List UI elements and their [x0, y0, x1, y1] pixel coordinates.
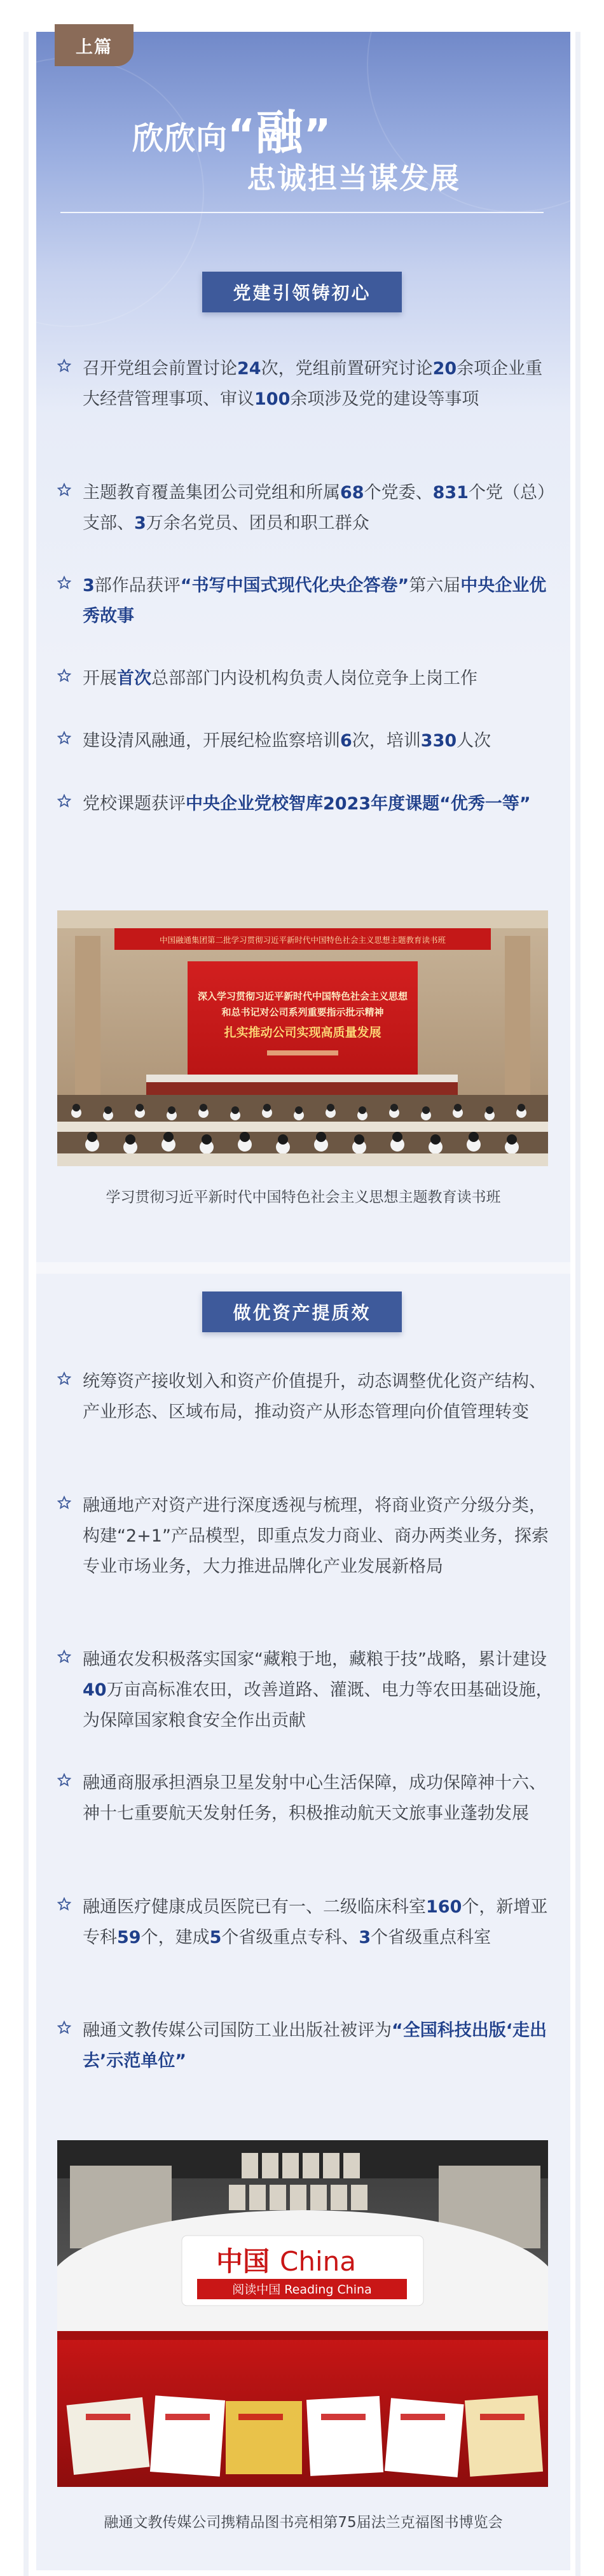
star-outline-icon	[57, 483, 71, 497]
open-quote: “	[228, 110, 256, 159]
list-item: 召开党组会前置讨论24次，党组前置研究讨论20余项企业重大经营管理事项、审议100余项涉及党的建设等事项	[57, 354, 553, 415]
star-outline-icon	[57, 794, 71, 808]
sign-en: China	[280, 2246, 356, 2277]
right-border-rail	[575, 32, 580, 2576]
hero-title-line2: 忠诚担当谋发展	[247, 161, 460, 195]
hero-title-prefix: 欣欣向	[132, 120, 228, 157]
list-item: 开展首次总部部门内设机构负责人岗位竞争上岗工作	[57, 664, 553, 694]
star-outline-icon	[57, 669, 71, 683]
sign-subtitle: 阅读中国 Reading China	[232, 2283, 372, 2297]
hero-title-char: 融	[256, 106, 304, 160]
list-item: 党校课题获评中央企业党校智库2023年度课题“优秀一等”	[57, 789, 553, 819]
photo-caption: 融通文教传媒公司携精品图书亮相第75届法兰克福图书博览会	[104, 2514, 503, 2531]
hero-divider	[60, 212, 544, 213]
svg-text:和总书记对公司系列重要指示批示精神: 和总书记对公司系列重要指示批示精神	[221, 1006, 384, 1018]
star-outline-icon	[57, 359, 71, 373]
list-item: 建设清风融通，开展纪检监察培训6次，培训330人次	[57, 726, 553, 756]
star-outline-icon	[57, 1773, 71, 1787]
study-session-image	[57, 910, 548, 1166]
list-item: 统筹资产接收划入和资产价值提升，动态调整优化资产结构、产业形态、区域布局，推动资产从形态管理向价值管理转变	[57, 1367, 553, 1428]
svg-text:中国融通集团第二批学习贯彻习近平新时代中国特色社会主义思想主: 中国融通集团第二批学习贯彻习近平新时代中国特色社会主义思想主题教育读书班	[159, 935, 446, 945]
book-fair-image	[57, 2140, 548, 2487]
book-fair-photo	[57, 2140, 548, 2487]
list-item: 融通商服承担酒泉卫星发射中心生活保障，成功保障神十六、神十七重要航天发射任务，积极推动航天文旅事业蓬勃发展	[57, 1768, 553, 1829]
part-label: 上篇	[55, 24, 134, 66]
section-heading: 党建引领铸初心	[202, 272, 402, 312]
list-item: 融通农发积极落实国家“藏粮于地，藏粮于技”战略，累计建设40万亩高标准农田，改善道路、灌溉、电力等农田基础设施，为保障国家粮食安全作出贡献	[57, 1645, 553, 1736]
section-heading: 做优资产提质效	[202, 1291, 402, 1332]
list-item: 融通文教传媒公司国防工业出版社被评为“全国科技出版‘走出去’示范单位”	[57, 2016, 553, 2077]
left-border-rail	[24, 32, 29, 2576]
svg-text:扎实推动公司实现高质量发展: 扎实推动公司实现高质量发展	[224, 1026, 381, 1040]
star-outline-icon	[57, 1650, 71, 1664]
list-item: 融通地产对资产进行深度透视与梳理，将商业资产分级分类，构建“2+1”产品模型，即重点发力商业、商办两类业务，探索专业市场业务，大力推进品牌化产业发展新格局	[57, 1491, 553, 1582]
star-outline-icon	[57, 731, 71, 745]
close-quote: ”	[303, 110, 332, 159]
hero-title-line1	[132, 95, 332, 163]
star-outline-icon	[57, 2021, 71, 2035]
section-separator	[36, 1262, 570, 1274]
star-outline-icon	[57, 576, 71, 590]
list-item: 融通医疗健康成员医院已有一、二级临床科室160个，新增亚专科59个，建成5个省级重点专科、3个省级重点科室	[57, 1892, 553, 1953]
photo-caption: 学习贯彻习近平新时代中国特色社会主义思想主题教育读书班	[106, 1189, 501, 1206]
star-outline-icon	[57, 1496, 71, 1510]
svg-text:深入学习贯彻习近平新时代中国特色社会主义思想: 深入学习贯彻习近平新时代中国特色社会主义思想	[197, 991, 408, 1002]
list-item: 主题教育覆盖集团公司党组和所属68个党委、831个党（总）支部、3万余名党员、团员和职工群众	[57, 478, 553, 539]
star-outline-icon	[57, 1372, 71, 1386]
study-session-photo	[57, 910, 548, 1166]
star-outline-icon	[57, 1897, 71, 1911]
list-item: 3部作品获评“书写中国式现代化央企答卷”第六届中央企业优秀故事	[57, 571, 553, 632]
sign-cn: 中国	[216, 2246, 270, 2277]
